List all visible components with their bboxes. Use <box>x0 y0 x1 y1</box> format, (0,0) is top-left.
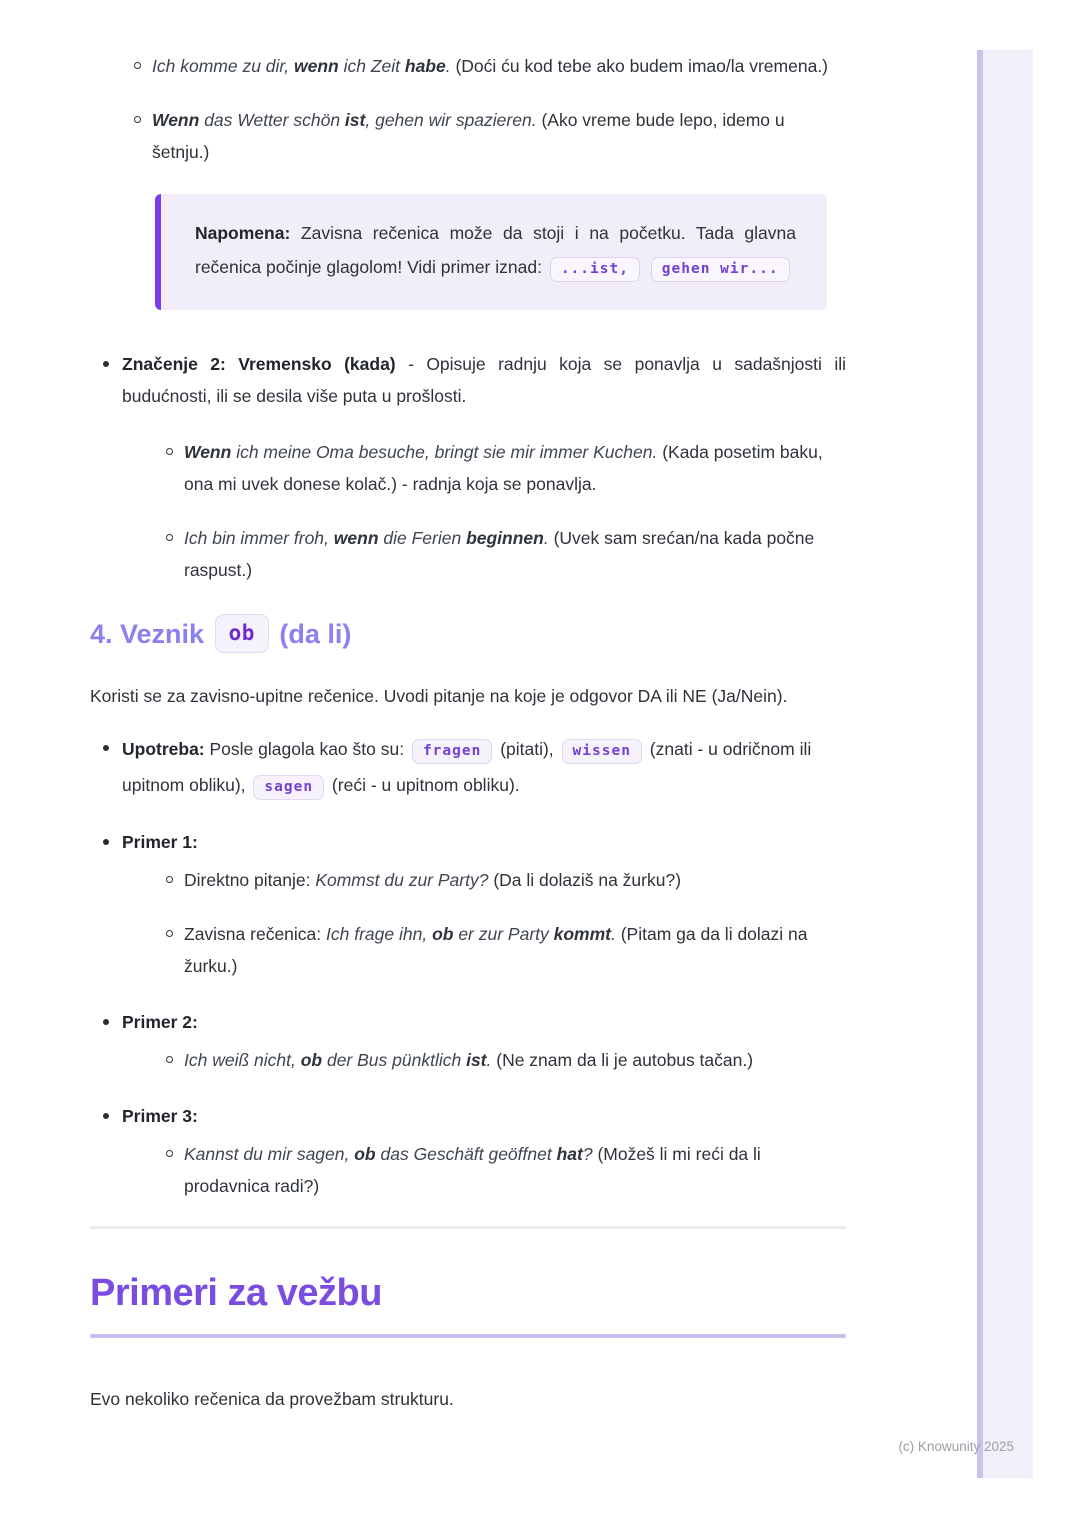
text-segment: wenn <box>333 528 379 548</box>
wenn-example-list <box>90 50 846 168</box>
disc-bullet-icon <box>103 361 109 367</box>
znacenje-list <box>90 348 846 586</box>
text-segment: der Bus pünktlich <box>322 1049 467 1070</box>
text-segment: Značenje 2: Vremensko (kada) <box>122 354 396 374</box>
disc-bullet-icon <box>103 1113 109 1119</box>
note-callout-text <box>195 216 796 286</box>
text-segment: das Geschäft geöffnet <box>375 1143 557 1164</box>
text-segment: wenn <box>294 56 339 76</box>
disc-bullet-icon <box>103 745 109 751</box>
text-segment: ob <box>354 1143 376 1164</box>
circle-bullet-icon <box>166 930 173 937</box>
text-segment: Ich bin immer froh, <box>184 528 334 548</box>
text-segment: 4. Veznik <box>90 619 212 649</box>
text-segment: (Doći ću kod tebe ako budem imao/la vremena.) <box>455 56 829 76</box>
title-underline <box>90 1334 846 1338</box>
section-intro: Koristi se za zavisno-upitne rečenice. Uvodi pitanje na koje je odgovor DA ili NE (Ja/Nein). <box>90 685 788 706</box>
text-segment: Direktno pitanje: <box>184 869 316 890</box>
list-item <box>122 522 846 586</box>
example-sentence <box>184 1044 846 1076</box>
text-segment: - Opisuje radnju koja se ponavlja u sadašnjosti ili budućnosti, ili se desila više puta u prošlosti. <box>122 354 846 406</box>
text-segment: ist <box>344 110 366 130</box>
list-item <box>90 348 846 586</box>
primer-example-list <box>122 1044 846 1076</box>
text-segment <box>643 257 648 277</box>
example-sentence <box>184 864 846 896</box>
text-segment: (pitati), <box>495 738 559 759</box>
primer-label: Primer 2: <box>122 1011 198 1032</box>
text-segment: Kommst du zur Party? <box>315 869 489 890</box>
usage-description <box>122 732 846 804</box>
text-segment: habe <box>404 56 446 76</box>
section-heading-veznik-ob <box>90 612 846 658</box>
code-badge: sagen <box>253 775 324 800</box>
example-sentence <box>184 522 846 586</box>
text-segment: (Ako vreme bude lepo, idemo u šetnju.) <box>152 110 785 162</box>
text-segment: (Da li dolaziš na žurku?) <box>488 869 682 890</box>
text-segment: ich Zeit <box>338 56 405 76</box>
text-segment: hat <box>556 1143 583 1164</box>
text-segment: Upotreba: <box>122 738 205 759</box>
example-sentence <box>184 918 846 982</box>
note-callout <box>155 194 827 310</box>
document-content <box>90 50 846 1415</box>
text-segment: Ich frage ihn, <box>326 923 433 944</box>
text-segment: ob <box>432 923 454 944</box>
text-segment: Wenn <box>184 442 232 462</box>
text-segment: Ich weiß nicht, <box>184 1049 301 1070</box>
primer-example-list <box>122 864 846 982</box>
list-item <box>122 436 846 500</box>
code-badge: fragen <box>412 739 492 764</box>
example-sentence <box>152 104 846 168</box>
section-divider <box>90 1226 846 1229</box>
text-segment: (reći - u upitnom obliku). <box>327 774 520 795</box>
list-item <box>90 1006 846 1076</box>
text-segment: ob <box>300 1049 323 1070</box>
text-segment: beginnen <box>466 528 544 548</box>
text-segment: ? <box>582 1143 598 1164</box>
primer-example-list <box>122 1138 846 1202</box>
text-segment: Wenn <box>152 110 200 130</box>
text-segment: Napomena: <box>195 223 291 243</box>
text-segment: (Ne znam da li je autobus tačan.) <box>496 1049 754 1070</box>
text-segment: . <box>543 528 554 548</box>
code-badge: wissen <box>562 739 642 764</box>
code-badge: ob <box>215 614 269 653</box>
text-segment: (Uvek sam srećan/na kada počne raspust.) <box>184 528 815 580</box>
text-segment: . <box>486 1049 497 1070</box>
list-item <box>90 104 846 168</box>
disc-bullet-icon <box>103 1019 109 1025</box>
text-segment: (Kada posetim baku, ona mi uvek donese kolač.) - radnja koja se ponavlja. <box>184 442 823 494</box>
code-badge: gehen wir... <box>651 257 790 282</box>
circle-bullet-icon <box>166 448 173 455</box>
circle-bullet-icon <box>166 1056 173 1063</box>
text-segment: ich meine Oma besuche, bringt sie mir immer Kuchen. <box>231 442 663 462</box>
circle-bullet-icon <box>134 62 141 69</box>
copyright-note: (c) Knowunity 2025 <box>898 1439 1014 1454</box>
text-segment: die Ferien <box>378 528 467 548</box>
page-title-practice: Primeri za vežbu <box>90 1271 382 1314</box>
circle-bullet-icon <box>166 534 173 541</box>
list-item <box>90 732 846 804</box>
text-segment: ist <box>466 1049 487 1070</box>
code-badge: ...ist, <box>550 257 640 282</box>
practice-intro: Evo nekoliko rečenica da provežbam strukturu. <box>90 1388 454 1409</box>
example-sentence <box>152 50 846 82</box>
text-segment: kommt <box>553 923 611 944</box>
text-segment: Ich komme zu dir, <box>152 56 294 76</box>
text-segment: Zavisna rečenica: <box>184 923 327 944</box>
next-page-edge <box>977 50 1033 1478</box>
text-segment: . <box>611 923 621 944</box>
text-segment: (znati - u odričnom ili upitnom obliku), <box>122 738 812 795</box>
example-sentence <box>184 1138 846 1202</box>
list-item <box>90 826 846 982</box>
text-segment: Posle glagola kao što su: <box>204 738 409 759</box>
list-item <box>90 50 846 82</box>
circle-bullet-icon <box>166 876 173 883</box>
list-item <box>122 864 846 896</box>
text-segment: Kannst du mir sagen, <box>184 1143 355 1164</box>
text-segment: (Možeš li mi reći da li prodavnica radi?) <box>184 1143 761 1196</box>
list-item <box>122 1044 846 1076</box>
example-sentence <box>184 436 846 500</box>
primer-label: Primer 3: <box>122 1105 198 1126</box>
meaning-description <box>122 348 846 412</box>
disc-bullet-icon <box>103 839 109 845</box>
text-segment: (da li) <box>271 619 352 649</box>
text-segment: das Wetter schön <box>199 110 345 130</box>
circle-bullet-icon <box>134 116 141 123</box>
text-segment: er zur Party <box>453 923 554 944</box>
ob-usage-list <box>90 732 846 1202</box>
znacenje-example-list <box>122 436 846 586</box>
list-item <box>122 918 846 982</box>
primer-label: Primer 1: <box>122 831 198 852</box>
circle-bullet-icon <box>166 1150 173 1157</box>
text-segment: , gehen wir spazieren. <box>365 110 542 130</box>
list-item <box>90 1100 846 1202</box>
text-segment: (Pitam ga da li dolazi na žurku.) <box>184 923 808 976</box>
text-segment: Zavisna rečenica može da stoji i na početku. Tada glavna rečenica počinje glagolom! Vidi primer iznad: <box>195 223 796 277</box>
list-item <box>122 1138 846 1202</box>
text-segment: . <box>445 56 456 76</box>
